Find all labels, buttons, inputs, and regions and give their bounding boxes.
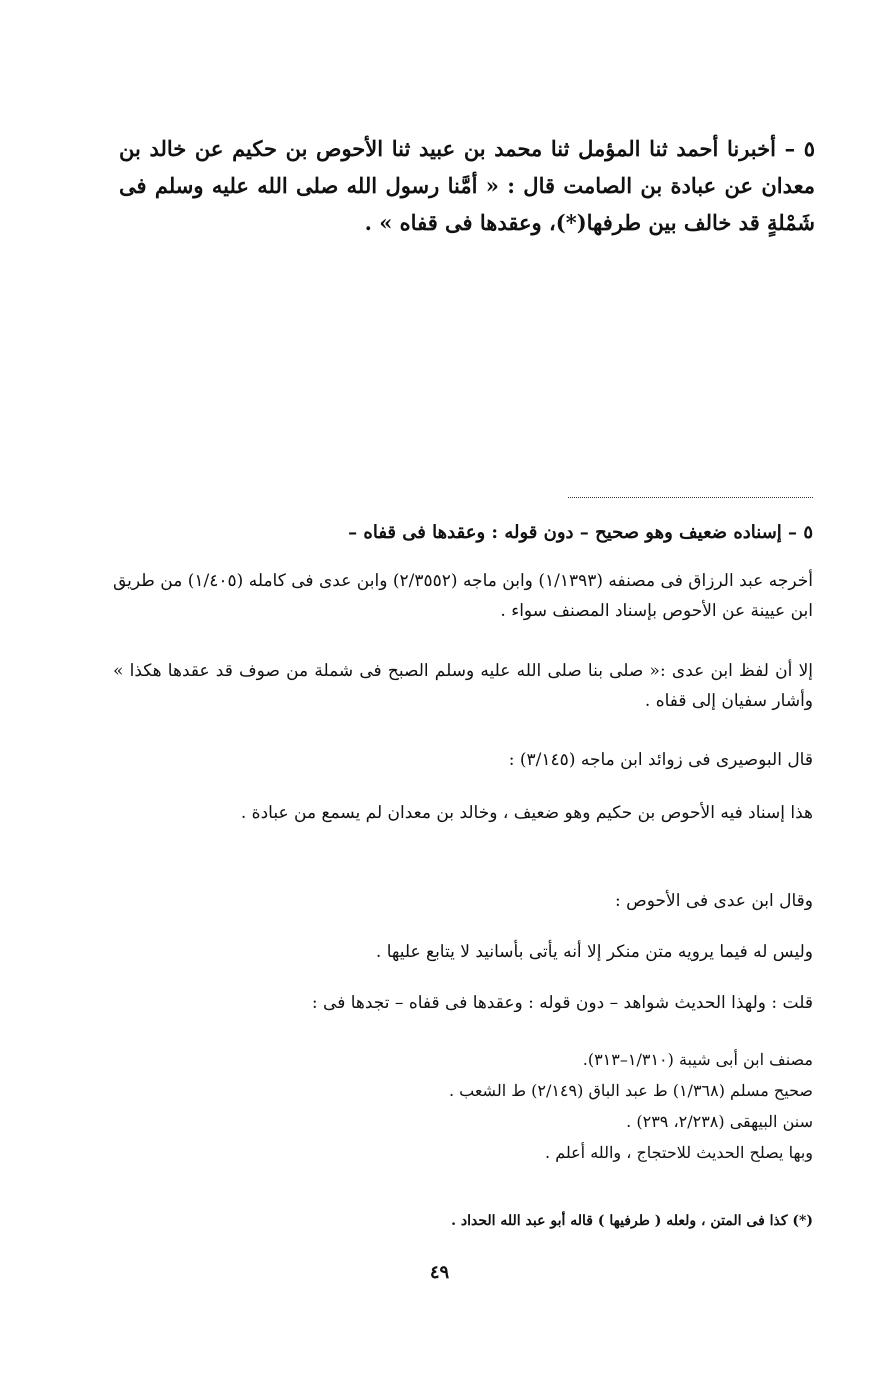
note-paragraph: إلا أن لفظ ابن عدى :« صلى بنا صلى الله عليه وسلم الصبح فى شملة من صوف قد عقدها هكذا » وأشار سفيان إلى قفاه . [113,661,813,711]
source-item: سنن البيهقى (٢/٢٣٨، ٢٣٩) . [626,1112,813,1131]
note-paragraph: قلت : ولهذا الحديث شواهد – دون قوله : وعقدها فى قفاه – تجدها فى : [311,993,813,1013]
source-item: صحيح مسلم (١/٣٦٨) ط عبد الباق (٢/١٤٩) ط الشعب . [448,1081,813,1100]
source-item: وبها يصلح الحديث للاحتجاج ، والله أعلم . [545,1143,813,1162]
footnote-divider [568,497,813,498]
page-number: ٤٩ [429,1262,450,1283]
source-item: مصنف ابن أبى شيبة (١/٣١٠–٣١٣). [582,1050,813,1069]
footnote-text: (*) كذا فى المتن ، ولعله ( طرفيها ) قاله أبو عبد الله الحداد . [451,1213,813,1229]
main-hadith-text: ٥ – أخبرنا أحمد ثنا المؤمل ثنا محمد بن عبيد ثنا الأحوص بن حكيم عن خالد بن معدان عن عبادة بن الصامت قال : « أمَّنا رسول الله صلى الله عليه وسلم فى شَمْلةٍ قد خالف بين طرفها(*)، وعقدها فى قفاه » . [119,136,815,235]
sources-list [113,1044,813,1168]
note-paragraph: وقال ابن عدى فى الأحوص : [615,891,813,911]
note-paragraph: وليس له فيما يرويه متن منكر إلا أنه يأتى بأسانيد لا يتابع عليها . [375,942,813,962]
note-heading: ٥ – إسناده ضعيف وهو صحيح – دون قوله : وعقدها فى قفاه – [348,522,813,543]
note-paragraph: هذا إسناد فيه الأحوص بن حكيم وهو ضعيف ، وخالد بن معدان لم يسمع من عبادة . [240,803,813,823]
note-paragraph: أخرجه عبد الرزاق فى مصنفه (١/١٣٩٣) وابن ماجه (٢/٣٥٥٢) وابن عدى فى كامله (١/٤٠٥) من طريق ابن عيينة عن الأحوص بإسناد المصنف سواء . [113,571,813,621]
note-paragraph: قال البوصيرى فى زوائد ابن ماجه (٣/١٤٥) : [508,750,813,770]
